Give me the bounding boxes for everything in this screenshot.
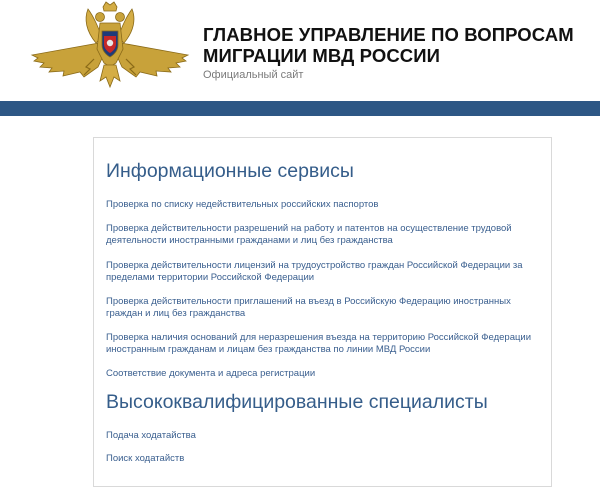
header-band: [0, 101, 600, 116]
site-subtitle: Официальный сайт: [203, 69, 304, 81]
link-employment-licenses-check[interactable]: Проверка действительности лицензий на трудоустройство граждан Российской Федерации за пределами территории Российской Федерации: [106, 260, 523, 283]
link-invitations-check[interactable]: Проверка действительности приглашений на въезд в Российскую Федерацию иностранных граждан и лиц без гражданства: [106, 296, 511, 319]
double-headed-eagle-emblem-icon[interactable]: [30, 1, 190, 93]
services-panel: [93, 137, 552, 487]
section-title-information-services: Информационные сервисы: [106, 160, 354, 182]
link-entry-ban-check[interactable]: Проверка наличия оснований для неразрешения въезда на территорию Российской Федерации иностранным гражданам и лицам без гражданства по линии МВД России: [106, 332, 532, 355]
link-search-petitions[interactable]: Поиск ходатайств: [106, 453, 185, 464]
section-title-highly-qualified-specialists: Высококвалифицированные специалисты: [106, 391, 488, 413]
site-header: [0, 0, 600, 101]
organization-title-line1: ГЛАВНОЕ УПРАВЛЕНИЕ ПО ВОПРОСАМ: [203, 24, 574, 45]
link-invalid-passports-check[interactable]: Проверка по списку недействительных российских паспортов: [106, 199, 379, 210]
organization-title: [203, 24, 574, 66]
link-submit-petition[interactable]: Подача ходатайства: [106, 430, 196, 441]
link-document-address-match[interactable]: Соответствие документа и адреса регистрации: [106, 368, 316, 379]
organization-title-line2: МИГРАЦИИ МВД РОССИИ: [203, 45, 441, 66]
link-work-permits-check[interactable]: Проверка действительности разрешений на работу и патентов на осуществление трудовой деятельности иностранными гражданами и лиц без гражданства: [106, 223, 512, 246]
